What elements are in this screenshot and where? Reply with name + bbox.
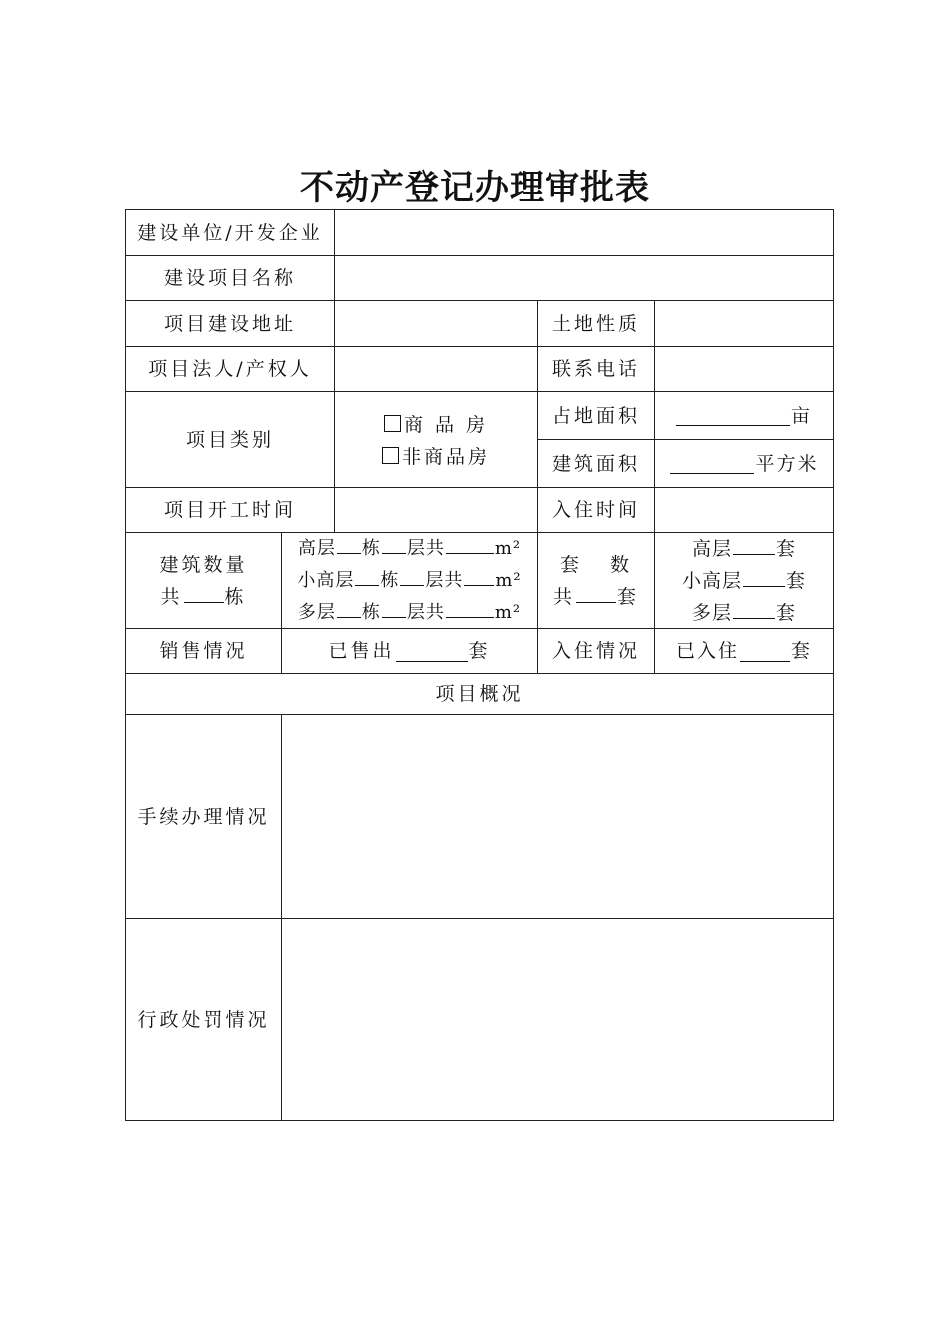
land-nature-field[interactable] bbox=[655, 301, 833, 346]
building-breakdown bbox=[282, 533, 537, 628]
label-unit-count: 套 数 共 套 bbox=[538, 533, 654, 628]
unit-total: 共 套 bbox=[553, 581, 639, 613]
project-name-field[interactable] bbox=[335, 256, 833, 300]
unit-row-high[interactable]: 高层 套 bbox=[692, 533, 796, 565]
label-project-name: 建设项目名称 bbox=[163, 267, 296, 289]
label-building-area: 建筑面积 bbox=[551, 452, 640, 475]
blank-line[interactable] bbox=[733, 598, 775, 619]
blank-line[interactable] bbox=[576, 582, 616, 603]
blank-line[interactable] bbox=[382, 533, 406, 554]
building-row-high[interactable]: 高层 栋 层共 m² bbox=[298, 533, 521, 565]
move-in-time-field[interactable] bbox=[655, 488, 833, 532]
label-land-nature: 土地性质 bbox=[551, 312, 640, 335]
blank-line[interactable] bbox=[400, 565, 424, 586]
unit-row-midhigh[interactable]: 小高层 套 bbox=[682, 565, 806, 597]
blank-line[interactable] bbox=[355, 565, 379, 586]
label-building-count: 建筑数量 共 栋 bbox=[126, 533, 281, 628]
label-start-time: 项目开工时间 bbox=[163, 499, 296, 521]
penalties-field[interactable] bbox=[282, 919, 833, 1120]
label-occupancy: 入住情况 bbox=[551, 640, 640, 662]
label-legal-person: 项目法人/产权人 bbox=[148, 358, 312, 380]
blank-line[interactable] bbox=[446, 533, 494, 554]
section-overview: 项目概况 bbox=[435, 683, 524, 705]
building-area-field[interactable]: 平方米 bbox=[655, 440, 833, 487]
label-sales: 销售情况 bbox=[159, 640, 248, 662]
building-row-multi[interactable]: 多层 栋 层共 m² bbox=[298, 597, 521, 629]
occupancy-field[interactable]: 已入住 套 bbox=[675, 640, 813, 662]
procedures-field[interactable] bbox=[282, 715, 833, 918]
building-total: 共 栋 bbox=[160, 581, 246, 613]
checkbox[interactable] bbox=[384, 415, 401, 432]
blank-line[interactable] bbox=[464, 565, 494, 586]
label-project-address: 项目建设地址 bbox=[163, 312, 296, 335]
blank-line[interactable] bbox=[670, 453, 754, 474]
label-developer: 建设单位/开发企业 bbox=[137, 221, 323, 244]
developer-field[interactable] bbox=[335, 210, 833, 255]
category-options bbox=[335, 392, 537, 487]
sales-field[interactable]: 已售出 套 bbox=[328, 640, 491, 662]
unit-row-multi[interactable]: 多层 套 bbox=[692, 597, 796, 629]
blank-line[interactable] bbox=[337, 533, 361, 554]
blank-line[interactable] bbox=[733, 534, 775, 555]
blank-line[interactable] bbox=[337, 597, 361, 618]
phone-field[interactable] bbox=[655, 347, 833, 391]
category-option-commercial[interactable]: 商 品 房 bbox=[384, 409, 488, 441]
blank-line[interactable] bbox=[743, 566, 785, 587]
blank-line[interactable] bbox=[446, 597, 494, 618]
label-move-in-time: 入住时间 bbox=[551, 499, 640, 521]
unit-breakdown bbox=[655, 533, 833, 628]
label-category: 项目类别 bbox=[185, 428, 274, 451]
start-time-field[interactable] bbox=[335, 488, 537, 532]
blank-line[interactable] bbox=[382, 597, 406, 618]
blank-line[interactable] bbox=[676, 405, 790, 426]
label-land-area: 占地面积 bbox=[551, 404, 640, 427]
label-penalties: 行政处罚情况 bbox=[137, 1008, 270, 1031]
blank-line[interactable] bbox=[396, 641, 468, 662]
label-phone: 联系电话 bbox=[551, 358, 640, 380]
label-procedures: 手续办理情况 bbox=[137, 805, 270, 828]
checkbox[interactable] bbox=[382, 447, 399, 464]
building-row-midhigh[interactable]: 小高层 栋 层共 m² bbox=[297, 565, 521, 597]
land-area-field[interactable]: 亩 bbox=[655, 392, 833, 439]
blank-line[interactable] bbox=[740, 641, 790, 662]
form-title: 不动产登记办理审批表 bbox=[300, 168, 650, 208]
project-address-field[interactable] bbox=[335, 301, 537, 346]
category-option-noncommercial[interactable]: 非商品房 bbox=[382, 441, 490, 473]
blank-line[interactable] bbox=[184, 582, 224, 603]
legal-person-field[interactable] bbox=[335, 347, 537, 391]
approval-form-table bbox=[125, 209, 834, 1121]
